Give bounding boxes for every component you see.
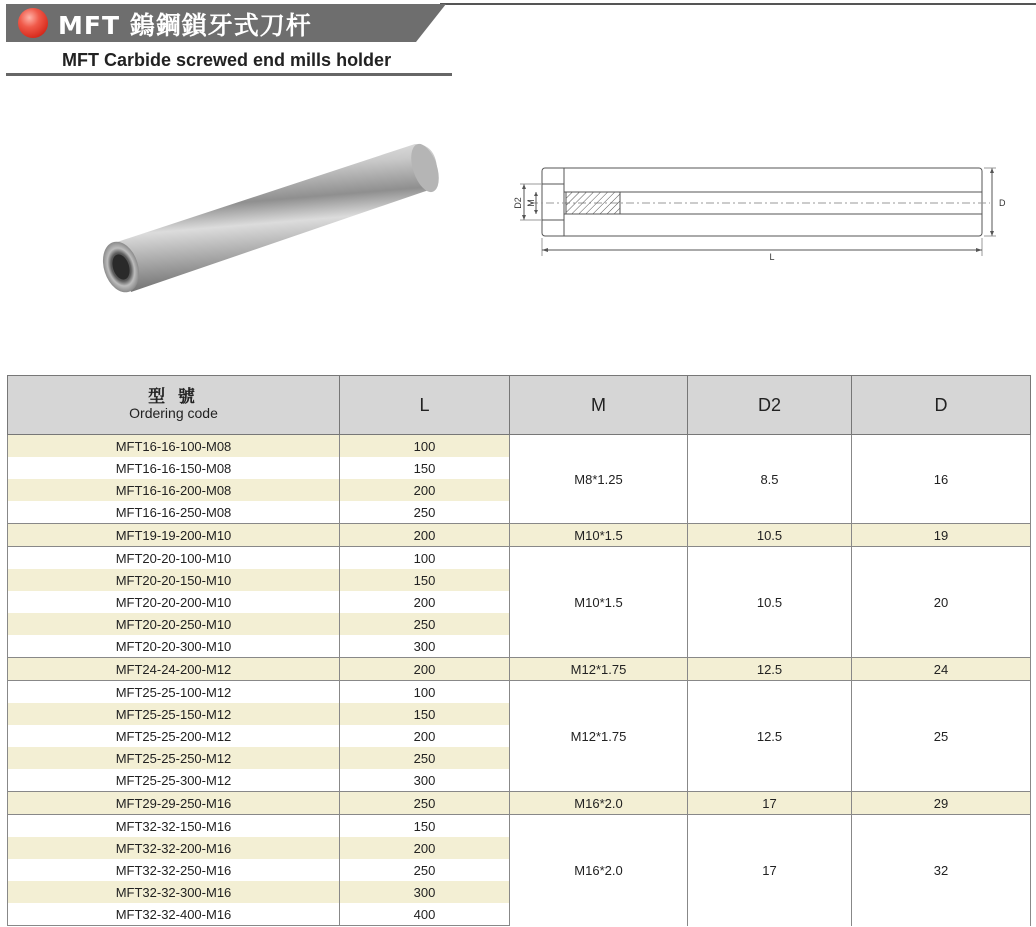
thread-cell: M10*1.5: [510, 547, 688, 658]
ordering-code-cell: MFT25-25-250-M12: [8, 747, 340, 769]
thread-cell: M12*1.75: [510, 681, 688, 792]
length-cell: 200: [340, 658, 510, 681]
length-cell: 200: [340, 725, 510, 747]
d2-cell: 10.5: [688, 524, 852, 547]
ordering-code-cell: MFT16-16-250-M08: [8, 501, 340, 524]
diameter-cell: 16: [852, 435, 1031, 524]
ordering-code-cell: MFT20-20-100-M10: [8, 547, 340, 570]
product-photo: [95, 130, 455, 310]
thread-cell: M10*1.5: [510, 524, 688, 547]
header-ordering-code: [8, 376, 340, 435]
length-cell: 150: [340, 815, 510, 838]
table-row: [8, 435, 1031, 458]
header-l: L: [340, 376, 510, 435]
header-m: M: [510, 376, 688, 435]
diameter-cell: 19: [852, 524, 1031, 547]
thread-cell: M16*2.0: [510, 792, 688, 815]
length-cell: 250: [340, 859, 510, 881]
page-title: MFT 鎢鋼鎖牙式刀杆: [58, 11, 312, 40]
table-row: [8, 792, 1031, 815]
d2-cell: 12.5: [688, 681, 852, 792]
length-cell: 400: [340, 903, 510, 926]
d-label: D: [999, 198, 1006, 208]
m-label: M: [526, 199, 536, 207]
ordering-code-cell: MFT25-25-300-M12: [8, 769, 340, 792]
length-cell: 150: [340, 569, 510, 591]
ordering-code-cell: MFT32-32-400-M16: [8, 903, 340, 926]
ordering-code-cell: MFT16-16-200-M08: [8, 479, 340, 501]
d2-cell: 17: [688, 792, 852, 815]
ordering-code-cell: MFT16-16-100-M08: [8, 435, 340, 458]
length-cell: 150: [340, 457, 510, 479]
ordering-code-cell: MFT24-24-200-M12: [8, 658, 340, 681]
length-cell: 150: [340, 703, 510, 725]
spec-table: [7, 375, 1031, 926]
thread-cell: M8*1.25: [510, 435, 688, 524]
table-header-row: [8, 376, 1031, 435]
diameter-cell: 32: [852, 815, 1031, 926]
diameter-cell: 29: [852, 792, 1031, 815]
length-cell: 100: [340, 681, 510, 704]
ordering-code-cell: MFT32-32-300-M16: [8, 881, 340, 903]
length-cell: 250: [340, 792, 510, 815]
top-rule: [440, 3, 1036, 5]
ordering-code-cell: MFT32-32-250-M16: [8, 859, 340, 881]
l-label: L: [769, 252, 775, 262]
length-cell: 200: [340, 591, 510, 613]
length-cell: 300: [340, 635, 510, 658]
table-row: [8, 815, 1031, 838]
length-cell: 250: [340, 613, 510, 635]
ordering-code-cell: MFT29-29-250-M16: [8, 792, 340, 815]
header-d2: D2: [688, 376, 852, 435]
d2-cell: 17: [688, 815, 852, 926]
ordering-code-cell: MFT32-32-200-M16: [8, 837, 340, 859]
length-cell: 250: [340, 747, 510, 769]
ordering-code-cell: MFT20-20-300-M10: [8, 635, 340, 658]
d2-cell: 8.5: [688, 435, 852, 524]
ordering-code-cell: MFT20-20-250-M10: [8, 613, 340, 635]
thread-cell: M16*2.0: [510, 815, 688, 926]
dimension-drawing: [500, 158, 1020, 268]
thread-cell: M12*1.75: [510, 658, 688, 681]
d2-label: D2: [513, 197, 523, 209]
ordering-code-cell: MFT25-25-200-M12: [8, 725, 340, 747]
table-row: [8, 658, 1031, 681]
d2-cell: 10.5: [688, 547, 852, 658]
page-subtitle: MFT Carbide screwed end mills holder: [62, 50, 392, 70]
header-d: D: [852, 376, 1031, 435]
table-body: [8, 435, 1031, 926]
diameter-cell: 25: [852, 681, 1031, 792]
ordering-code-cell: MFT20-20-200-M10: [8, 591, 340, 613]
ordering-code-cell: MFT25-25-100-M12: [8, 681, 340, 704]
ordering-code-cell: MFT20-20-150-M10: [8, 569, 340, 591]
length-cell: 200: [340, 479, 510, 501]
ordering-code-cell: MFT19-19-200-M10: [8, 524, 340, 547]
length-cell: 300: [340, 881, 510, 903]
table-row: [8, 547, 1031, 570]
d2-cell: 12.5: [688, 658, 852, 681]
header-code-en: Ordering code: [129, 405, 218, 421]
table-row: [8, 681, 1031, 704]
ordering-code-cell: MFT25-25-150-M12: [8, 703, 340, 725]
length-cell: 100: [340, 435, 510, 458]
length-cell: 250: [340, 501, 510, 524]
subtitle-underline: [6, 73, 452, 76]
diameter-cell: 24: [852, 658, 1031, 681]
length-cell: 100: [340, 547, 510, 570]
header-code-zh: 型 號: [148, 387, 199, 406]
length-cell: 200: [340, 524, 510, 547]
ordering-code-cell: MFT16-16-150-M08: [8, 457, 340, 479]
red-ball-icon: [18, 8, 48, 38]
length-cell: 200: [340, 837, 510, 859]
ordering-code-cell: MFT32-32-150-M16: [8, 815, 340, 838]
length-cell: 300: [340, 769, 510, 792]
table-row: [8, 524, 1031, 547]
diameter-cell: 20: [852, 547, 1031, 658]
